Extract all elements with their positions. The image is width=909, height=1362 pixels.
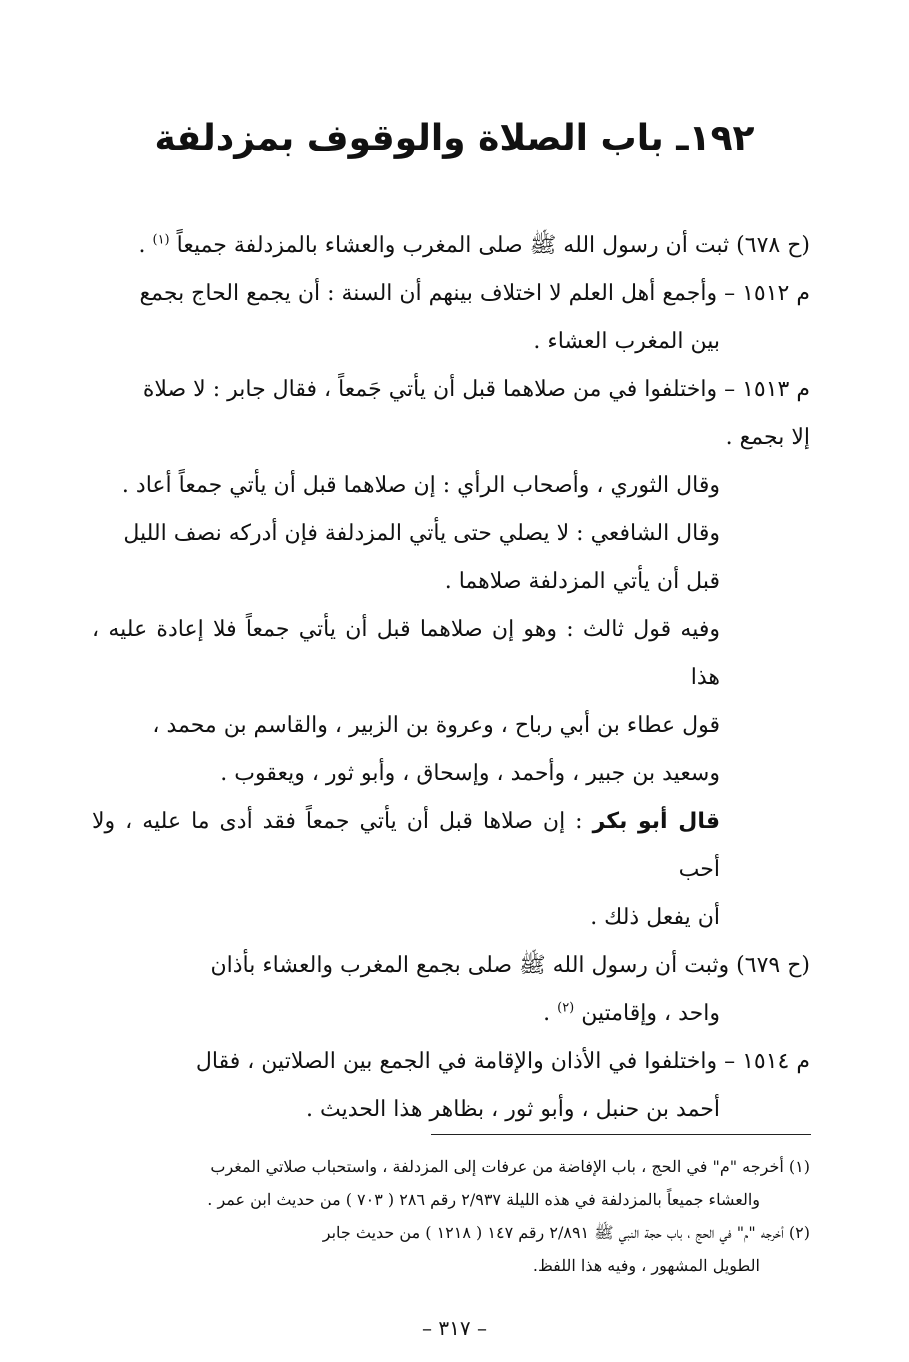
footnote-divider <box>431 1134 811 1135</box>
abu-bakr-lead: قال أبو بكر <box>592 809 720 834</box>
hadith-679-end: . <box>543 1001 551 1026</box>
paragraph-thawri: وقال الثوري ، وأصحاب الرأي : إن صلاهما قبل أن يأتي جمعاً أعاد . <box>121 473 720 498</box>
hadith-679-text: واحد ، وإقامتين <box>581 1001 720 1026</box>
footnotes <box>92 1150 810 1282</box>
paragraph-hadith-678 <box>92 222 810 270</box>
footnote-2-line1 <box>92 1216 810 1249</box>
footnote-1-text: أخرجه "م" في الحج ، باب الإفاضة من عرفات إلى المزدلفة ، واستحباب صلاتي المغرب <box>210 1157 784 1176</box>
paragraph-third-opinion-line3: وسعيد بن جبير ، وأحمد ، وإسحاق ، وأبو ثور ، ويعقوب . <box>220 761 720 786</box>
footnote-ref-1: (١) <box>152 232 170 248</box>
paragraph-third-opinion-line2: قول عطاء بن أبي رباح ، وعروة بن الزبير ، والقاسم بن محمد ، <box>152 713 720 738</box>
footnote-1-line2: والعشاء جميعاً بالمزدلفة في هذه الليلة ٢/٩٣٧ رقم ٢٨٦ ( ٧٠٣ ) من حديث ابن عمر . <box>207 1190 760 1209</box>
paragraph-shafii-line1: وقال الشافعي : لا يصلي حتى يأتي المزدلفة فإن أدركه نصف الليل <box>123 521 720 546</box>
hadith-678-text: (ح ٦٧٨) ثبت أن رسول الله ﷺ صلى المغرب والعشاء بالمزدلفة جميعاً <box>176 233 810 258</box>
chapter-title: ١٩٢ـ باب الصلاة والوقوف بمزدلفة <box>154 118 755 159</box>
paragraph-abu-bakr-line1 <box>92 798 810 894</box>
paragraph-hadith-679-line1: (ح ٦٧٩) وثبت أن رسول الله ﷺ صلى بجمع المغرب والعشاء بأذان <box>210 953 810 978</box>
paragraph-third-opinion-line1: وفيه قول ثالث : وهو إن صلاهما قبل أن يأتي جمعاً فلا إعادة عليه ، هذا <box>92 617 720 690</box>
footnote-2-line2: الطويل المشهور ، وفيه هذا اللفظ. <box>532 1256 760 1275</box>
footnote-2-number: (٢) <box>788 1223 810 1242</box>
paragraph-1513-line1: م ١٥١٣ – واختلفوا في من صلاهما قبل أن يأتي جَمعاً ، فقال جابر : لا صلاة <box>142 377 810 402</box>
paragraph-1512-line1: م ١٥١٢ – وأجمع أهل العلم لا اختلاف بينهم أن السنة : أن يجمع الحاج بجمع <box>139 281 810 306</box>
footnote-2-text: أخرجه "م" في الحج ، باب حجة النبي ﷺ ٢/٨٩١ رقم ١٤٧ ( ١٢١٨ ) من حديث جابر <box>322 1223 784 1242</box>
paragraph-1512-line2: بين المغرب العشاء . <box>533 329 720 354</box>
paragraph-1514-line2: أحمد بن حنبل ، وأبو ثور ، بظاهر هذا الحديث . <box>305 1097 720 1122</box>
page-number: – ٣١٧ – <box>422 1316 487 1340</box>
hadith-678-end: . <box>138 233 146 258</box>
paragraph-abu-bakr-line2: أن يفعل ذلك . <box>590 905 720 930</box>
footnote-1-line1 <box>92 1150 810 1183</box>
main-text <box>92 222 810 1134</box>
paragraph-1514-line1: م ١٥١٤ – واختلفوا في الأذان والإقامة في الجمع بين الصلاتين ، فقال <box>195 1049 810 1074</box>
paragraph-shafii-line2: قبل أن يأتي المزدلفة صلاهما . <box>444 569 720 594</box>
footnote-ref-2: (٢) <box>557 1000 575 1016</box>
paragraph-1513-line2: إلا بجمع . <box>725 425 810 450</box>
paragraph-hadith-679-line2 <box>92 990 810 1038</box>
abu-bakr-text: : إن صلاها قبل أن يأتي جمعاً فقد أدى ما عليه ، ولا أحب <box>92 809 720 882</box>
footnote-1-number: (١) <box>788 1157 810 1176</box>
